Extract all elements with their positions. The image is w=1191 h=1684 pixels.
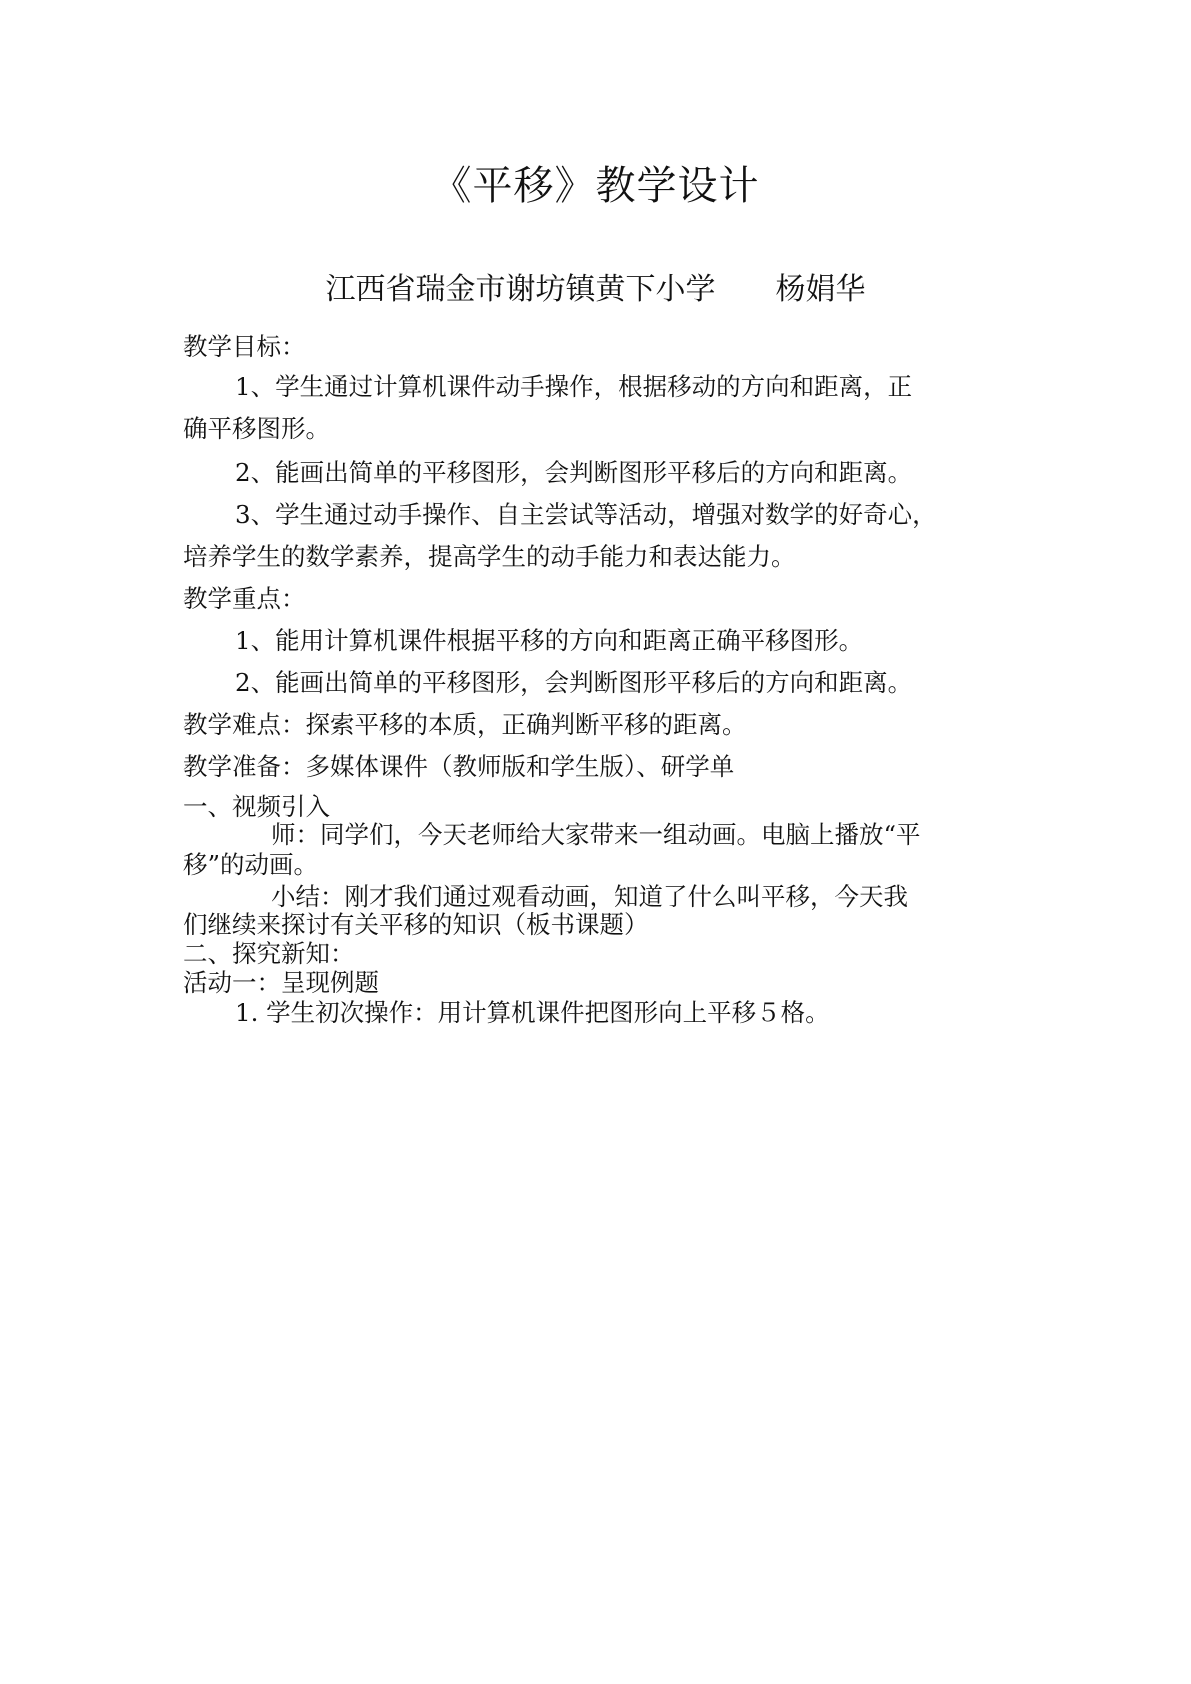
school-name: 江西省瑞金市谢坊镇黄下小学 — [325, 272, 716, 307]
objective-1-line-2: 确平移图形。 — [183, 414, 330, 443]
section-1-heading: 一、视频引入 — [183, 792, 330, 821]
objective-1-line-1: 1、学生通过计算机课件动手操作，根据移动的方向和距离，正 — [235, 372, 913, 401]
document-title: 《平移》教学设计 — [431, 163, 760, 209]
objective-3-line-2: 培养学生的数学素养，提高学生的动手能力和表达能力。 — [183, 542, 796, 571]
summary-line-2: 们继续来探讨有关平移的知识（板书课题） — [183, 910, 649, 939]
objective-2: 2、能画出简单的平移图形，会判断图形平移后的方向和距离。 — [235, 458, 913, 487]
difficult-points: 教学难点：探索平移的本质，正确判断平移的距离。 — [183, 710, 747, 739]
heading-objectives: 教学目标： — [183, 332, 306, 361]
objective-3-line-1: 3、学生通过动手操作、自主尝试等活动，增强对数学的好奇心， — [235, 500, 937, 529]
preparation: 教学准备：多媒体课件（教师版和学生版）、研学单 — [183, 752, 735, 781]
author-name: 杨娟华 — [775, 272, 866, 307]
document-byline — [0, 268, 1191, 312]
key-point-2: 2、能画出简单的平移图形，会判断图形平移后的方向和距离。 — [235, 668, 913, 697]
key-point-1: 1、能用计算机课件根据平移的方向和距离正确平移图形。 — [235, 626, 864, 655]
heading-key-points: 教学重点： — [183, 584, 306, 613]
activity-1-heading: 活动一：呈现例题 — [183, 968, 379, 997]
activity-1-step-1: 1. 学生初次操作：用计算机课件把图形向上平移５格。 — [235, 998, 830, 1027]
teacher-line-1: 师：同学们，今天老师给大家带来一组动画。电脑上播放“平 — [271, 820, 921, 849]
teacher-line-2: 移”的动画。 — [183, 850, 319, 879]
summary-line-1: 小结：刚才我们通过观看动画，知道了什么叫平移，今天我 — [271, 882, 908, 911]
section-2-heading: 二、探究新知： — [183, 939, 355, 968]
